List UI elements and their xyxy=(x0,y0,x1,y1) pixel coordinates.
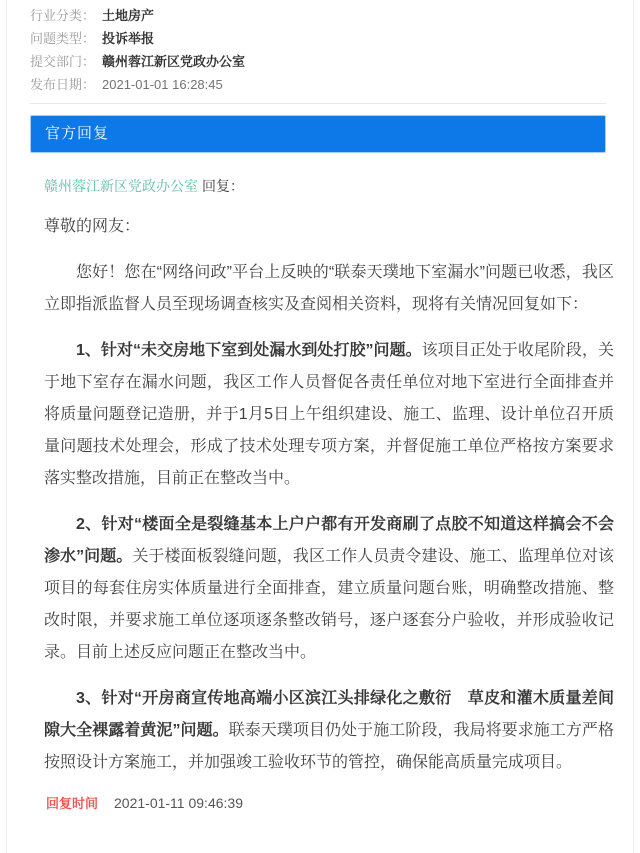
reply-time-value: 2021-01-11 09:46:39 xyxy=(114,795,243,811)
reply-department-line xyxy=(44,176,615,196)
reply-body xyxy=(7,176,633,814)
reply-time-line xyxy=(46,793,615,814)
paragraph-text: 关于楼面板裂缝问题，我区工作人员责令建设、施工、监理单位对该项目的每套住房实体质量进行全面排查，建立质量问题台账，明确整改措施、整改时限，并要求施工单位逐项逐条整改销号，逐户逐套分户验收，并形成验收记录。目前上述反应问题正在整改当中。 xyxy=(44,548,614,661)
industry-category-value: 土地房产 xyxy=(102,8,155,23)
meta-row-industry xyxy=(30,4,607,27)
complaint-detail-page xyxy=(6,0,634,853)
paragraph-bold-lead: 3、针对“开房商宣传地高端小区滨江头排绿化之敷衍 草皮和灌木质量差间隙大全裸露着黄泥”问题。 xyxy=(44,690,614,739)
reply-label: 回复： xyxy=(202,178,244,194)
reply-paragraph-intro xyxy=(44,257,614,321)
publish-date-label: 发布日期： xyxy=(30,77,96,92)
issue-type-value: 投诉举报 xyxy=(102,31,155,46)
industry-category-label: 行业分类： xyxy=(30,8,96,23)
department-link[interactable]: 赣州蓉江新区党政办公室 xyxy=(44,178,198,194)
greeting: 尊敬的网友： xyxy=(44,218,141,235)
meta-row-submit-department xyxy=(30,50,607,73)
submit-department-value: 赣州蓉江新区党政办公室 xyxy=(102,54,246,69)
meta-row-issue-type xyxy=(30,27,607,50)
paragraph-bold-lead: 1、针对“未交房地下室到处漏水到处打胶”问题。 xyxy=(76,342,422,359)
reply-paragraph-1 xyxy=(44,335,614,495)
complaint-meta-section xyxy=(7,0,633,96)
official-reply-banner xyxy=(30,115,606,153)
reply-paragraph-2 xyxy=(44,509,614,669)
issue-type-label: 问题类型： xyxy=(30,31,96,46)
submit-department-label: 提交部门： xyxy=(30,54,96,69)
publish-date-value: 2021-01-01 16:28:45 xyxy=(102,77,223,92)
official-reply-title: 官方回复 xyxy=(45,125,110,142)
reply-time-label: 回复时间 xyxy=(46,796,99,811)
reply-paragraph-3 xyxy=(44,683,614,779)
paragraph-text: 您好！您在“网络问政”平台上反映的“联泰天璞地下室漏水”问题已收悉，我区立即指派监督人员至现场调查核实及查阅相关资料，现将有关情况回复如下： xyxy=(44,264,614,313)
meta-row-publish-date xyxy=(30,73,607,96)
section-divider xyxy=(30,103,606,104)
paragraph-text: 联泰天璞项目仍处于施工阶段，我局将要求施工方严格按照设计方案施工，并加强竣工验收环节的管控，确保能高质量完成项目。 xyxy=(44,722,614,771)
paragraph-bold-lead: 2、针对“楼面全是裂缝基本上户户都有开发商刷了点胶不知道这样搞会不会渗水”问题。 xyxy=(44,516,614,565)
paragraph-text: 该项目正处于收尾阶段，关于地下室存在漏水问题，我区工作人员督促各责任单位对地下室进行全面排查并将质量问题登记造册，并于1月5日上午组织建设、施工、监理、设计单位召开质量问题技术处理会，形成了技术处理专项方案，并督促施工单位严格按方案要求落实整改措施，目前正在整改当中。 xyxy=(44,342,614,487)
